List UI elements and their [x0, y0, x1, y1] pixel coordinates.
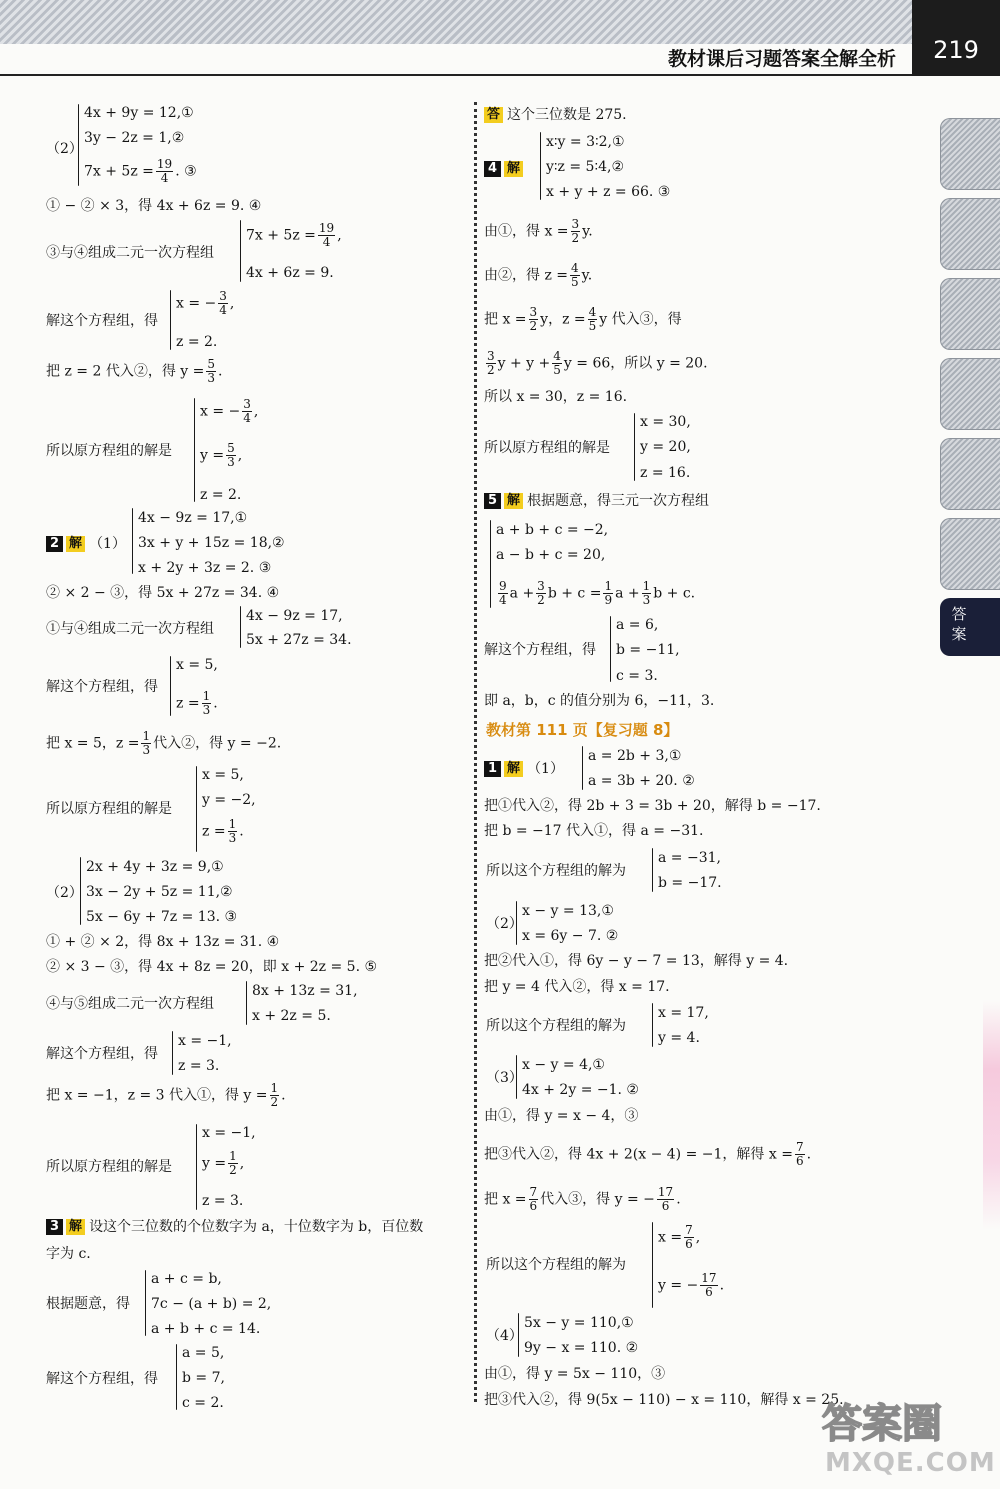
- equation-line: 4x + 6z = 9.: [246, 265, 334, 281]
- equation-system-brace: [240, 220, 241, 282]
- solution-step: 所以原方程组的解是: [484, 440, 610, 456]
- solution-step: ③与④组成二元一次方程组: [46, 245, 214, 261]
- equation-line: z = $\frac{1}{3}$ .: [202, 817, 244, 845]
- equation-line: z = 2.: [176, 334, 218, 350]
- equation-line: z = 3.: [202, 1193, 244, 1209]
- equation-line: 4x + 2y = −1. ②: [522, 1082, 639, 1098]
- solution-tag: 解: [504, 161, 523, 177]
- equation-line: y = 20,: [640, 439, 691, 455]
- equation-line: z = 2.: [200, 487, 242, 503]
- page-number-block: [912, 0, 1000, 76]
- equation-system-brace: [194, 398, 195, 502]
- equation-line: 7x + 5z = $\frac{19}{4}$ . ③: [84, 157, 197, 185]
- equation-line: z = 16.: [640, 465, 691, 481]
- equation-system-brace: [518, 1313, 519, 1357]
- equation-line: a = −31,: [658, 850, 721, 866]
- equation-line: x = 5,: [176, 657, 218, 673]
- equation-system-brace: [516, 901, 517, 945]
- solution-step: 把 x = $\frac{7}{6}$ 代入③，得 y = − $\frac{17}{6}$ .: [484, 1185, 681, 1213]
- equation-line: 4x − 9z = 17,①: [138, 510, 248, 526]
- problem-label: （3）: [486, 1070, 523, 1086]
- answer-tag: 答: [484, 107, 503, 123]
- equation-line: y = $\frac{5}{3}$ ,: [200, 441, 243, 469]
- header-pattern-band: [0, 0, 912, 44]
- solution-tag: 解: [66, 536, 85, 552]
- equation-line: x + 2z = 5.: [252, 1008, 331, 1024]
- section-heading: 教材第 111 页【复习题 8】: [486, 721, 679, 739]
- solution-tag: 解: [504, 761, 523, 777]
- equation-line: x = − $\frac{3}{4}$ ,: [176, 289, 235, 317]
- problem-label: （2）: [46, 885, 83, 901]
- equation-line: x = 6y − 7. ②: [522, 928, 619, 944]
- equation-system-brace: [172, 1031, 173, 1075]
- side-tab-5[interactable]: [940, 438, 1000, 510]
- side-tab-6[interactable]: [940, 518, 1000, 590]
- equation-line: z = 3.: [178, 1058, 220, 1074]
- equation-line: x = $\frac{7}{6}$ ,: [658, 1223, 701, 1251]
- equation-system-brace: [80, 857, 81, 925]
- equation-line: b = 7,: [182, 1370, 225, 1386]
- solution-step: 所以这个方程组的解为: [486, 1257, 626, 1273]
- equation-system-brace: [246, 981, 247, 1025]
- equation-line: 5x − 6y + 7z = 13. ③: [86, 909, 238, 925]
- equation-line: 3x − 2y + 5z = 11,②: [86, 884, 233, 900]
- solution-step: 由①，得 y = 5x − 110，③: [484, 1366, 666, 1382]
- solution-step: 所以原方程组的解是: [46, 443, 172, 459]
- page-number: 219: [933, 36, 979, 64]
- answer-line: 答 这个三位数是 275.: [484, 106, 627, 124]
- equation-system-brace: [176, 1344, 177, 1410]
- equation-line: x + 2y + 3z = 2. ③: [138, 560, 272, 576]
- problem-label: （2）: [46, 141, 83, 157]
- side-tab-label: 答 案: [951, 605, 967, 643]
- side-tab-2[interactable]: [940, 198, 1000, 270]
- equation-line: y = $\frac{1}{2}$ ,: [202, 1149, 245, 1177]
- equation-system-brace: [610, 616, 611, 682]
- equation-system-brace: [490, 520, 491, 608]
- equation-line: x = − $\frac{3}{4}$ ,: [200, 397, 259, 425]
- question-2-heading: 2 解 （1）: [46, 535, 126, 553]
- equation-line: b = −11,: [616, 642, 680, 658]
- solution-tag: 解: [504, 493, 523, 509]
- solution-step: 把①代入②，得 2b + 3 = 3b + 20，解得 b = −17.: [484, 798, 821, 814]
- solution-step: 把③代入②，得 4x + 2(x − 4) = −1，解得 x = $\frac{7}{6}$ .: [484, 1140, 812, 1168]
- equation-line: 5x − y = 110,①: [524, 1315, 634, 1331]
- equation-line: y∶z = 5∶4,②: [546, 159, 625, 175]
- equation-line: x = 5,: [202, 767, 244, 783]
- solution-step: ① + ② × 2，得 8x + 13z = 31. ④: [46, 934, 280, 950]
- review-question-1-heading: 1 解 （1）: [484, 760, 564, 778]
- solution-step: ② × 3 − ③，得 4x + 8z = 20，即 x + 2z = 5. ⑤: [46, 959, 378, 975]
- equation-line: 7x + 5z = $\frac{19}{4}$ ,: [246, 221, 342, 249]
- equation-line: 4x − 9z = 17,: [246, 608, 343, 624]
- equation-line: a − b + c = 20,: [496, 547, 606, 563]
- solution-step: 根据题意，得: [46, 1296, 130, 1312]
- solution-step: 解这个方程组，得: [484, 642, 596, 658]
- equation-line: y = − $\frac{17}{6}$ .: [658, 1271, 725, 1299]
- equation-system-brace: [196, 1124, 197, 1210]
- solution-step: 把 y = 4 代入②，得 x = 17.: [484, 979, 670, 995]
- equation-line: y = −2,: [202, 792, 256, 808]
- equation-line: x + y + z = 66. ③: [546, 184, 671, 200]
- solution-step: 即 a，b，c 的值分别为 6，−11，3.: [484, 693, 715, 709]
- equation-system-brace: [652, 1003, 653, 1047]
- solution-step: 所以 x = 30，z = 16.: [484, 389, 628, 405]
- solution-step: ② × 2 − ③，得 5x + 27z = 34. ④: [46, 585, 280, 601]
- equation-system-brace: [240, 606, 241, 648]
- equation-line: 3x + y + 15z = 18,②: [138, 535, 285, 551]
- solution-step: 把 z = 2 代入②，得 y = $\frac{5}{3}$ .: [46, 357, 223, 385]
- problem-label: （4）: [486, 1328, 523, 1344]
- solution-step: 解这个方程组，得: [46, 1046, 158, 1062]
- equation-line: x∶y = 3∶2,①: [546, 134, 625, 150]
- side-tab-3[interactable]: [940, 278, 1000, 350]
- equation-line: 7c − (a + b) = 2,: [151, 1296, 272, 1312]
- equation-system-brace: [170, 290, 171, 350]
- solution-step: 解这个方程组，得: [46, 679, 158, 695]
- watermark-logo: 答案圈: [822, 1401, 942, 1447]
- equation-line: c = 3.: [616, 668, 658, 684]
- equation-line: a = 6,: [616, 617, 659, 633]
- equation-line: x − y = 4,①: [522, 1057, 605, 1073]
- solution-tag: 解: [66, 1219, 85, 1235]
- equation-line: a = 3b + 20. ②: [588, 773, 695, 789]
- question-number-badge: 1: [484, 761, 501, 777]
- header-rule: [0, 74, 912, 76]
- equation-system-brace: [170, 656, 171, 716]
- solution-step: 把②代入①，得 6y − y − 7 = 13，解得 y = 4.: [484, 953, 789, 969]
- equation-line: y = 4.: [658, 1030, 700, 1046]
- question-number-badge: 3: [46, 1219, 63, 1235]
- equation-line: 8x + 13z = 31,: [252, 983, 358, 999]
- solution-step: 所以原方程组的解是: [46, 1159, 172, 1175]
- solution-step: 所以这个方程组的解为: [486, 863, 626, 879]
- question-3-heading: 3 解 设这个三位数的个位数字为 a，十位数字为 b，百位数: [46, 1218, 423, 1236]
- question-number-badge: 5: [484, 493, 501, 509]
- side-tab-1[interactable]: [940, 118, 1000, 190]
- equation-line: a + c = b,: [151, 1271, 222, 1287]
- solution-step: 把 x = $\frac{3}{2}$ y，z = $\frac{4}{5}$ y 代入③，得: [484, 305, 682, 333]
- equation-system-brace: [516, 1055, 517, 1099]
- equation-system-brace: [145, 1270, 146, 1336]
- equation-line: 5x + 27z = 34.: [246, 632, 352, 648]
- problem-label: （2）: [486, 916, 523, 932]
- solution-step: 解这个方程组，得: [46, 313, 158, 329]
- side-tab-answers-active[interactable]: [940, 598, 1000, 656]
- solution-step: 所以这个方程组的解为: [486, 1018, 626, 1034]
- solution-step: ① − ② × 3，得 4x + 6z = 9. ④: [46, 198, 262, 214]
- equation-system-brace: [652, 848, 653, 892]
- equation-system-brace: [652, 1222, 653, 1308]
- solution-step: 由①，得 y = x − 4，③: [484, 1108, 639, 1124]
- solution-step: ④与⑤组成二元一次方程组: [46, 996, 214, 1012]
- equation-line: x − y = 13,①: [522, 903, 614, 919]
- side-tab-4[interactable]: [940, 358, 1000, 430]
- equation-system-brace: [78, 104, 79, 186]
- solution-step: 把 x = 5，z = $\frac{1}{3}$ 代入②，得 y = −2.: [46, 729, 282, 757]
- equation-line: x = 30,: [640, 414, 691, 430]
- solution-step: 把 x = −1，z = 3 代入①，得 y = $\frac{1}{2}$ .: [46, 1081, 286, 1109]
- equation-line: 3y − 2z = 1,②: [84, 130, 185, 146]
- equation-line: $\frac{9}{4}$ a + $\frac{3}{2}$ b + c = $\frac{1}{9}$ a + $\frac{1}{3}$ b + c.: [499, 579, 696, 607]
- equation-line: a + b + c = 14.: [151, 1321, 261, 1337]
- solution-step: 把③代入②，得 9(5x − 110) − x = 110，解得 x = 25.: [484, 1392, 844, 1408]
- question-4-heading: [484, 160, 527, 178]
- question-number-badge: 4: [484, 161, 501, 177]
- solution-step: 由①，得 x = $\frac{3}{2}$ y.: [484, 217, 593, 245]
- question-text: 字为 c.: [46, 1246, 91, 1262]
- solution-step: $\frac{3}{2}$ y + y + $\frac{4}{5}$ y = 66，所以 y = 20.: [487, 349, 708, 377]
- equation-line: a + b + c = −2,: [496, 522, 609, 538]
- equation-line: x = −1,: [202, 1125, 256, 1141]
- question-5-heading: 5 解 根据题意，得三元一次方程组: [484, 492, 709, 510]
- equation-line: c = 2.: [182, 1395, 224, 1411]
- equation-line: 2x + 4y + 3z = 9,①: [86, 859, 224, 875]
- side-edge-tint: [983, 1000, 1000, 1230]
- question-number-badge: 2: [46, 536, 63, 552]
- equation-line: a = 2b + 3,①: [588, 748, 682, 764]
- equation-line: 4x + 9y = 12,①: [84, 105, 194, 121]
- solution-step: 解这个方程组，得: [46, 1371, 158, 1387]
- equation-line: z = $\frac{1}{3}$ .: [176, 689, 218, 717]
- watermark-site: MXQE.COM: [825, 1448, 996, 1478]
- column-divider: [474, 102, 477, 1402]
- equation-system-brace: [196, 766, 197, 852]
- equation-line: x = 17,: [658, 1005, 709, 1021]
- equation-system-brace: [582, 746, 583, 790]
- solution-step: 所以原方程组的解是: [46, 801, 172, 817]
- equation-system-brace: [634, 413, 635, 481]
- equation-system-brace: [132, 508, 133, 574]
- equation-system-brace: [540, 132, 541, 200]
- equation-line: x = −1,: [178, 1033, 232, 1049]
- solution-step: 把 b = −17 代入①，得 a = −31.: [484, 823, 704, 839]
- equation-line: b = −17.: [658, 875, 722, 891]
- running-header-title: 教材课后习题答案全解全析: [667, 48, 896, 70]
- solution-step: ①与④组成二元一次方程组: [46, 621, 214, 637]
- equation-line: 9y − x = 110. ②: [524, 1340, 639, 1356]
- equation-line: a = 5,: [182, 1345, 225, 1361]
- solution-step: 由②，得 z = $\frac{4}{5}$ y.: [484, 261, 593, 289]
